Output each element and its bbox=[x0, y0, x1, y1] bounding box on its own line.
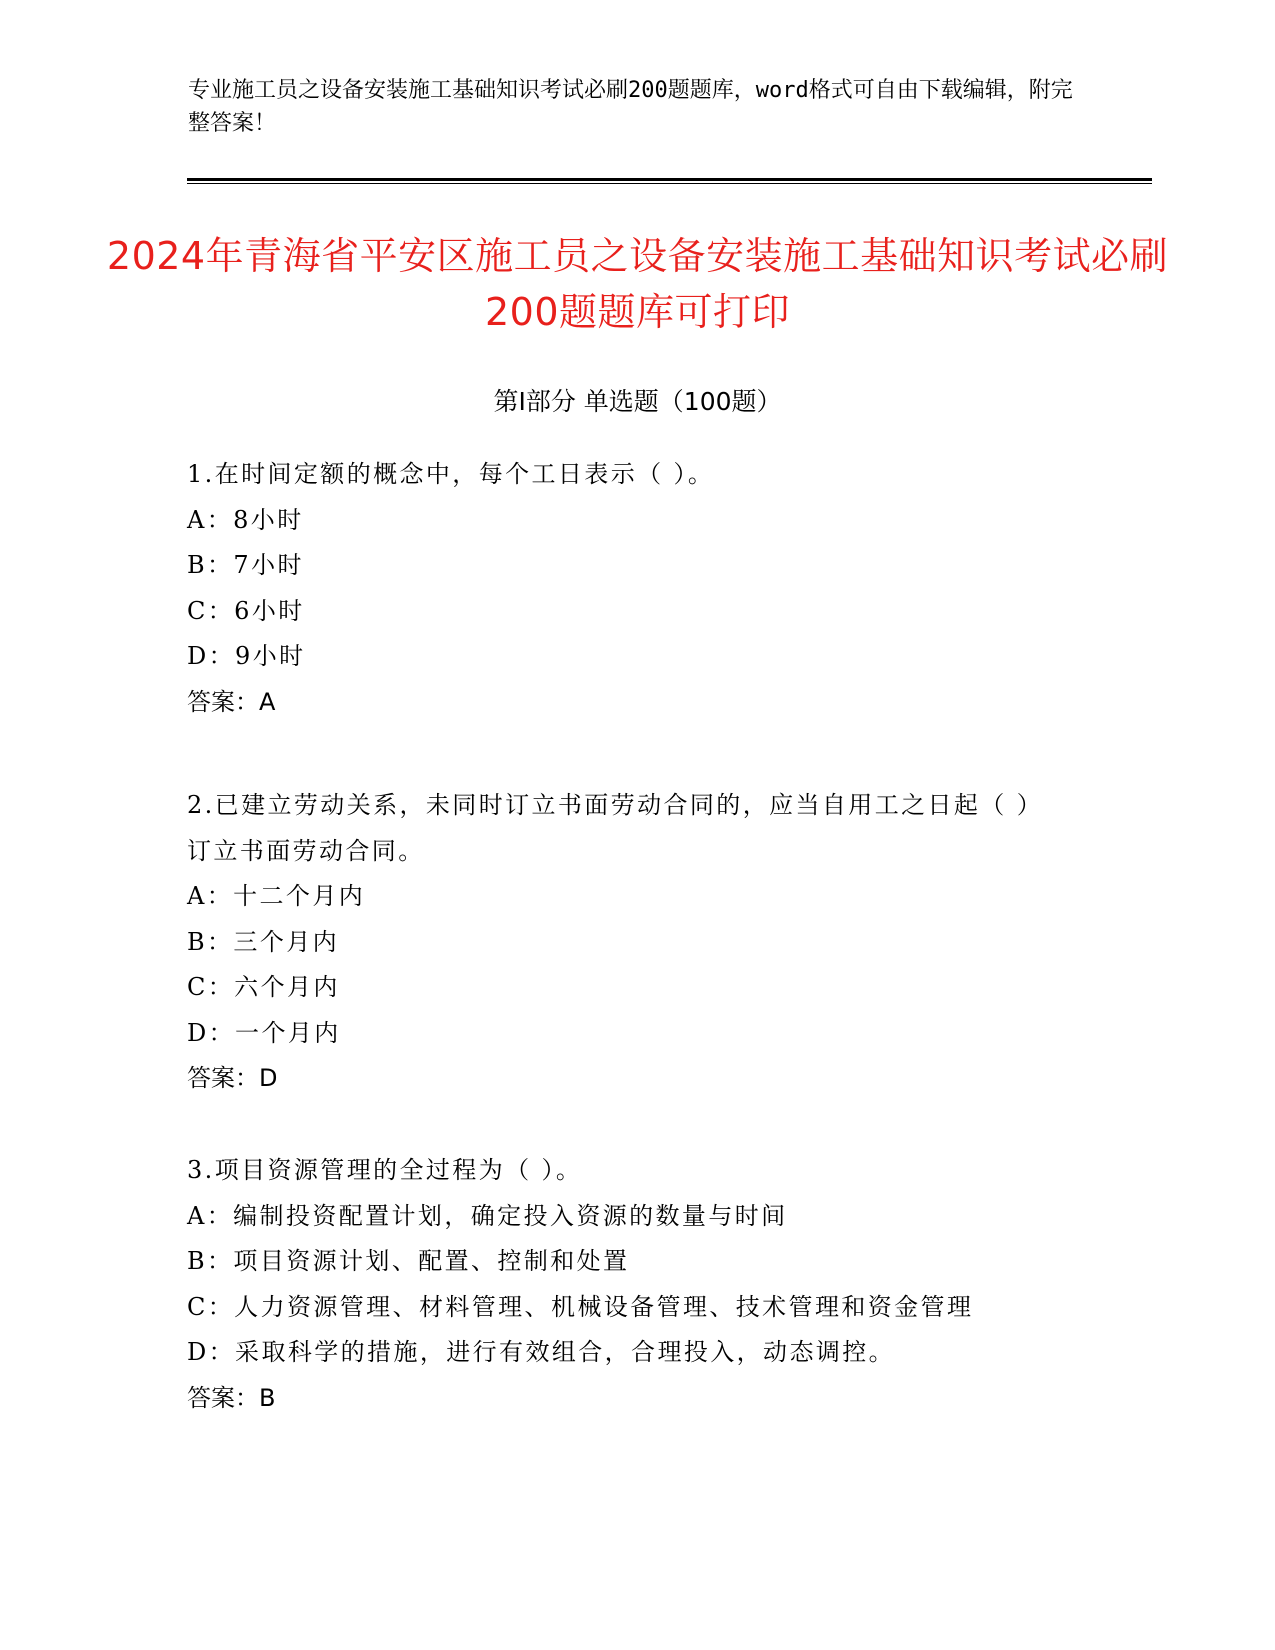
option-a: A：8小时 bbox=[187, 505, 304, 534]
header-rule-thick bbox=[187, 178, 1152, 181]
option-d: D：采取科学的措施，进行有效组合，合理投入，动态调控。 bbox=[187, 1338, 896, 1366]
question-1 bbox=[187, 452, 1067, 725]
header-note: 专业施工员之设备安装施工基础知识考试必刷200题题库，word格式可自由下载编辑，附完整答案！ bbox=[188, 78, 1073, 136]
option-a: A：十二个月内 bbox=[187, 882, 366, 910]
question-stem: 1.在时间定额的概念中，每个工日表示（ ）。 bbox=[187, 460, 715, 488]
question-stem: 3.项目资源管理的全过程为（ ）。 bbox=[187, 1156, 583, 1184]
document-title: 2024年青海省平安区施工员之设备安装施工基础知识考试必刷200题题库可打印 bbox=[106, 234, 1169, 334]
option-b: B：7小时 bbox=[187, 551, 304, 579]
option-c: C：六个月内 bbox=[187, 973, 340, 1001]
answer: 答案：A bbox=[187, 687, 276, 716]
option-d: D：一个月内 bbox=[187, 1018, 341, 1047]
option-a: A：编制投资配置计划，确定投入资源的数量与时间 bbox=[187, 1201, 788, 1230]
question-3 bbox=[187, 1148, 1067, 1421]
question-2 bbox=[187, 783, 1067, 1102]
option-d: D：9小时 bbox=[187, 642, 306, 670]
option-b: B：项目资源计划、配置、控制和处置 bbox=[187, 1247, 630, 1275]
option-c: C：人力资源管理、材料管理、机械设备管理、技术管理和资金管理 bbox=[187, 1292, 974, 1321]
section-title: 第Ⅰ部分 单选题（100题） bbox=[493, 387, 782, 416]
answer: 答案：B bbox=[187, 1383, 276, 1412]
header-rule-thin bbox=[187, 183, 1152, 184]
option-b: B：三个月内 bbox=[187, 927, 340, 956]
answer: 答案：D bbox=[187, 1064, 278, 1092]
option-c: C：6小时 bbox=[187, 596, 305, 625]
question-stem: 2.已建立劳动关系，未同时订立书面劳动合同的，应当自用工之日起（ ）订立书面劳动合同。 bbox=[187, 791, 1044, 865]
